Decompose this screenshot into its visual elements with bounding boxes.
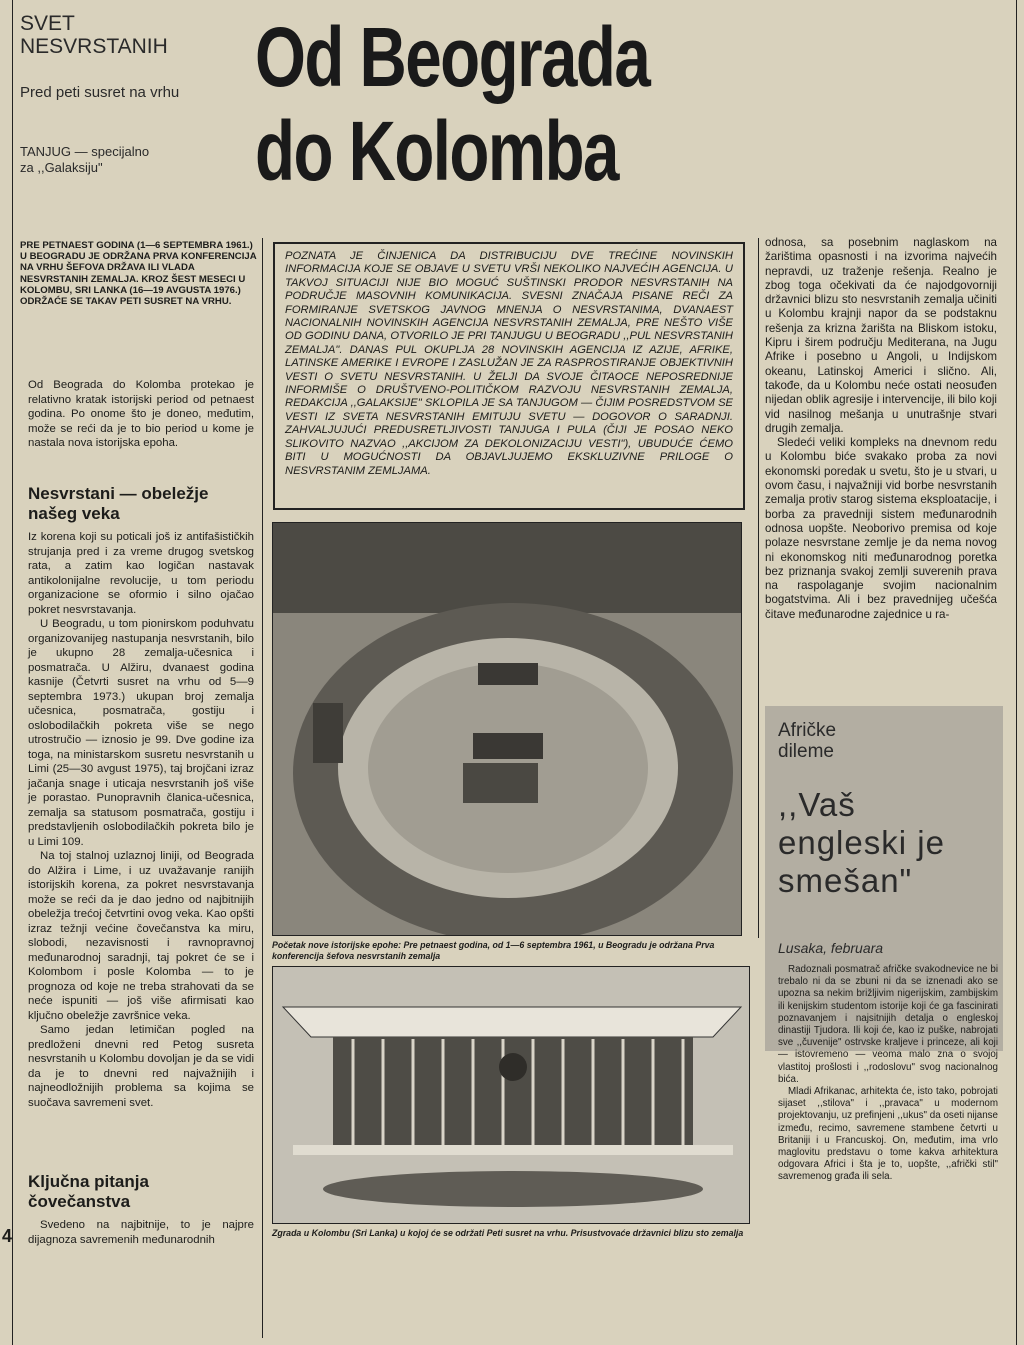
column-rule-2 (758, 238, 759, 938)
column-3-paragraph-2: Sledeći veliki kompleks na dnevnom redu u Kolombu biće svakako proba za novi ekonomski poredak u svetu, što je u stvari, u ovom času, i najvažniji vid borbe nesvrstanih zemalja protiv starog sistema eksploatacije, i borba za pravedniji sistem međunarodnih odnosa uopšte. Neoborivo premisa od koje polaze nesvrstane zemlje je da nema novog ni ekonomskog niti međunarodnog poretka bez priznanja svakoj zemlji suverenih prava na raspolaganje svojim nacionalnim bogatstvima. Ali i bez pravednijeg učešća čitave međunarodne zajednice u ra- (765, 436, 997, 621)
photo-caption-2: Zgrada u Kolombu (Sri Lanka) u kojoj će se održati Peti susret na vrhu. Prisustvovaće državnici blizu sto zemalja (272, 1228, 744, 1238)
article-column-3 (765, 236, 997, 622)
paragraph-4: Samo jedan letimičan pogled na predloženi dnevni red Petog susreta nesvrstanih u Kolombu dovoljan je da se vidi da je to dnevni red najvažnijih i najneodložnijih problema sa kojima se suočava savremeni svet. (28, 1024, 254, 1109)
paragraph-3: Na toj stalnoj uzlaznoj liniji, od Beograda do Alžira i Lime, i uz uvažavanje ranijih istorijskih korena, za pokret nesvrstavanja može se reći da je dao jedno od najbitnijih obeležja trećoj četvrtini ovog veka. Kao opšti izraz težnji većine čovečanstva ka miru, slobodi, nezavisnosti i ravnopravnoj međunarodnoj saradnji, taj pokret će se i Kolombom i posle Kolomba — to je prognoza od koje ne treba strahovati da se neće ispuniti — još više afirmisati kao ključno obeležje završnice veka. (28, 850, 254, 1022)
headline-line-2: do Kolomba (255, 104, 618, 198)
byline-line-2: za ,,Galaksiju" (20, 160, 103, 175)
paragraph-2: U Beogradu, u tom pionirskom poduhvatu organizovanijeg nastupanja nesvrstanih, bilo je ukupno 28 zemalja-učesnica i posmatrača. U Alžiru, dvanaest godina kasnije (Četvrti susret na vrhu od 5—9 septembra 1973.) ukupan broj zemalja učesnica, posmatrača, gostiju i oslobodilačkih pokreta više se nego utrostručio — iznosio je 99. Dve godine iza toga, na ministarskom susretu nesvrstanih u Limi (25—30 avgust 1975), taj brojčani izraz jačanja snage i uticaja nesvrstanih još više je porastao. Punopravnih članica-učesnica, zemalja sa statusom posmatrača, gostiju i predstavljenih oslobodilačkih pokreta bilo je u Limi 109. (28, 618, 254, 848)
column-3-paragraph-1: odnosa, sa posebnim naglaskom na žarištima opasnosti i na izvorima najvećih nepravdi, uz traženje rešenja. Realno je zbog toga očekivati da će najodgovorniji državnici blizu sto nesvrstanih zemalja učiniti u Kolombu krajnji napor da se podstaknu rešenja za krizna žarišta na Bliskom istoku, Kipru i širem području Mediterana, na Jugu Afrike i posebno u Angoli, u Indijskom okeanu, Latinskoj Americi i slično. Ali, takođe, da u Kolombu neće ostati neosuđen nijedan oblik agresije i intervencije, ili bilo koji vid nasilnog mešanja u unutrašnje stvari drugih zemalja. (765, 236, 997, 435)
info-box-text: POZNATA JE ČINJENICA DA DISTRIBUCIJU DVE TREĆINE NOVINSKIH INFORMACIJA KOJE SE OBJAVE U SVETU VRŠI NEKOLIKO NAJVEĆIH AGENCIJA. U TAKVOJ SITUACIJI NIJE BIO MOGUĆ SUŠTINSKI PRODOR NESVRSTANIH NA PODRUČJE MASOVNIH KOMUNIKACIJA. SVESNI ZNAČAJA PISANE REČI ZA FORMIRANJE SVETSKOG JAVNOG MNENJA O NESVRSTANIMA, DVANAEST NACIONALNIH NOVINSKIH AGENCIJA NESVRSTANIH ZEMALJA, PRE NEŠTO VIŠE OD GODINU DANA, OTVORILO JE PRI TANJUGU U BEOGRADU ,,PUL NESVRSTANIH ZEMALJA". DANAS PUL OKUPLJA 28 NOVINSKIH AGENCIJA IZ AZIJE, AFRIKE, LATINSKE AMERIKE I EVROPE I ZASLUŽAN JE ZA RASPROSTIRANJE OBJEKTIVNIH VESTI O SVETU NESVRSTANIH. U ŽELJI DA SVOJE ČITAOCE NEPOSREDNIJE INFORMIŠE O DRUŠTVENO-POLITIČKOM RAZVOJU NESVRSTANIH ZEMALJA, REDAKCIJA ,,GALAKSIJE" SKLOPILA JE SA TANJUGOM — ČIJIM POSREDSTVOM SE VESTI IZ SVETA NESVRSTANIH EMITUJU SVETU — DOGOVOR O SARADNJI. ZAHVALJUJUĆI PREDUSRETLJIVOSTI TANJUGA I PULA (ČIJI JE POSAO NEKO SLIKOVITO NAZVAO ,,AKCIJOM ZA DEKOLONIZACIJU VESTI"), UBUDUĆE ĆEMO BITI U MOGUĆNOSTI DA OBJAVLJUJEMO EKSKLUZIVNE PRILOGE O NESVRSTANIM ZEMLJAMA. (285, 250, 733, 477)
intro-paragraph: Od Beograda do Kolomba protekao je relativno kratak istorijski period od petnaest godina. Po onome što je doneo, međutim, može se reći da je to bio period u kome je nastala nova istorijska epoha. (28, 379, 254, 449)
section-subtitle: Pred peti susret na vrhu (20, 84, 180, 101)
colombo-building-photo (272, 966, 750, 1224)
subheading-2: Ključna pitanja čovečanstva (28, 1172, 149, 1211)
right-margin-rule (1016, 0, 1017, 1345)
article-column-1-body (28, 530, 254, 1110)
headline-line-1: Od Beograda (255, 10, 650, 104)
article-column-1 (28, 378, 254, 451)
section-kicker: SVET NESVRSTANIH (20, 12, 168, 58)
sidebar-kicker: Afričke dileme (778, 720, 837, 762)
lead-paragraph: PRE PETNAEST GODINA (1—6 SEPTEMBRA 1961.) U BEOGRADU JE ODRŽANA PRVA KONFERENCIJA NA VRHU ŠEFOVA DRŽAVA ILI VLADA NESVRSTANIH ZEMALJA. KROZ ŠEST MESECI U KOLOMBU, SRI LANKA (16—19 AVGUSTA 1976.) ODRŽAĆE SE TAKAV PETI SUSRET NA VRHU. (20, 240, 257, 308)
byline (20, 144, 149, 176)
subheading-1: Nesvrstani — obeležje našeg veka (28, 484, 209, 523)
byline-line-1: TANJUG — specijalno (20, 144, 150, 159)
sidebar-paragraph-1: Radoznali posmatrač afričke svakodnevice ne bi trebalo ni da se zbuni ni da se iznenadi ako se upozna sa nekim brižljivim nigerijskim, zambijskim ili kenijskim studentom istorije koji će ga fascinirati poznavanjem i najsitnijih detalja o engleskoj dinastiji Tjudora. Ili koji će, kao iz puške, nabrojati sve ,,čuvenije" ostrvske kraljeve i princeze, ali koji — istovremeno — veoma malo zna o svojoj vlastitoj prošlosti i ,,rodoslovu" svog nacionalnog bića. (778, 964, 998, 1085)
info-box (273, 242, 745, 510)
conference-photo (272, 522, 742, 936)
paragraph-5: Svedeno na najbitnije, to je najpre dijagnoza savremenih međunarodnih (28, 1219, 254, 1246)
photo-caption-1: Početak nove istorijske epohe: Pre petnaest godina, od 1—6 septembra 1961, u Beogradu je održana Prva konferencija šefova nesvrstanih zemalja (272, 940, 715, 961)
conference-hall-illustration (273, 523, 742, 936)
column-rule-1 (262, 238, 263, 1338)
left-margin-rule (12, 0, 13, 1345)
sidebar-dateline: Lusaka, februara (778, 940, 884, 956)
headline (255, 10, 661, 198)
page-number: 4 (2, 1226, 13, 1246)
sidebar-title: ,,Vaš engleski je smešan" (778, 786, 945, 899)
article-column-1-end (28, 1218, 254, 1247)
sidebar-body (778, 964, 998, 1184)
sidebar-paragraph-2: Mladi Afrikanac, arhitekta će, isto tako, pobrojati sijaset ,,stilova" i ,,pravaca" u modernom projektovanju, uz prefinjeni ,,ukus" da oseti nijanse između, recimo, savremene stambene četvrti u Britaniji i u Francuskoj. On, međutim, ima vrlo maglovitu predstavu o tome kakva arhitektura odgovara Africi i šta je to, uopšte, ,,afrički stil" savremenog građa ili sela. (778, 1086, 998, 1183)
paragraph-1: Iz korena koji su poticali još iz antifašističkih strujanja pred i za vreme drugog svetskog rata, a zatim kao logičan nastavak antikolonijalne revolucije, u tom periodu organizacione se oformio i silno ojačao pokret nesvrstavanja. (28, 531, 254, 616)
building-illustration (273, 967, 750, 1224)
